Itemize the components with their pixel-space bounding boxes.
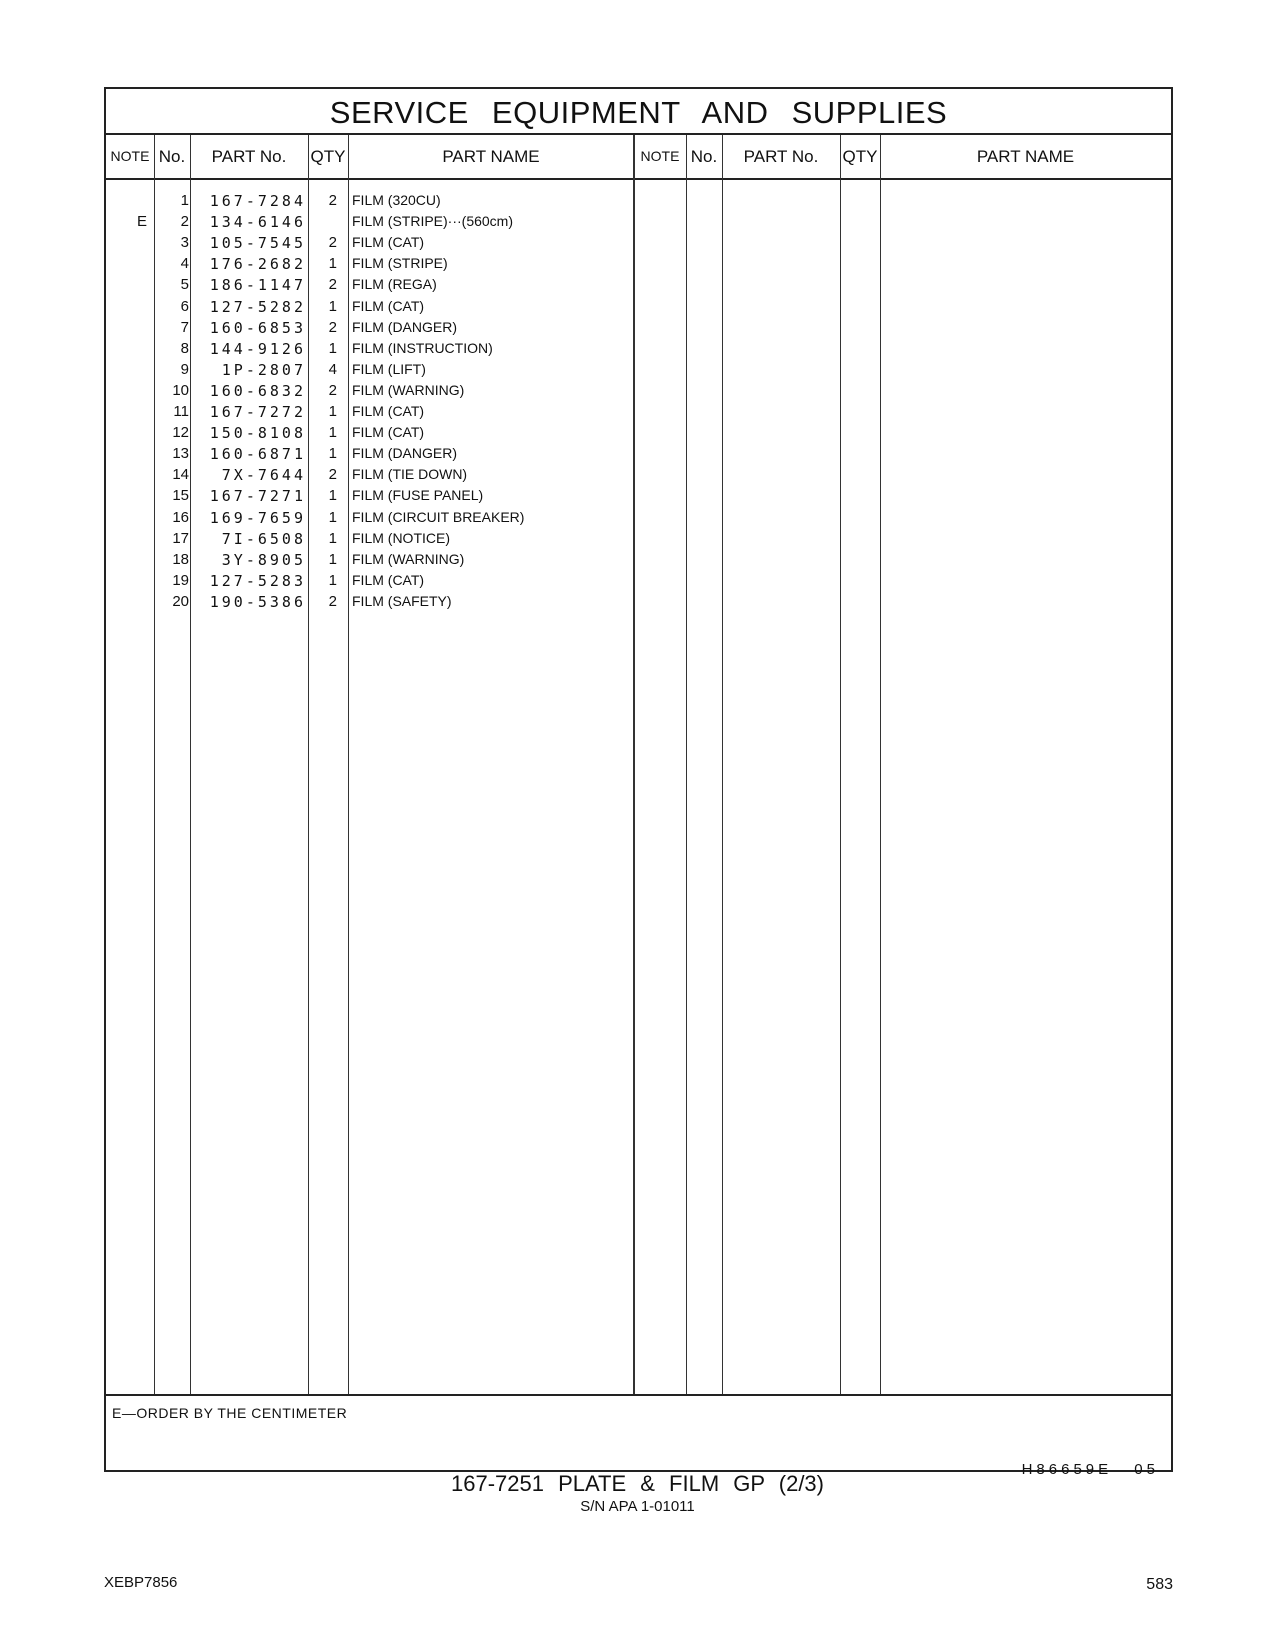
header-no-right: No. [690, 147, 718, 166]
table-row [106, 274, 666, 296]
row-quantity: 2 [328, 466, 337, 484]
page-number: 583 [1146, 1576, 1173, 1593]
table-row [106, 443, 666, 465]
table-row [106, 464, 666, 486]
publication-code: XEBP7856 [104, 1574, 178, 1591]
row-part-number: 176-2682 [209, 255, 306, 274]
header-note-left: NOTE [110, 148, 150, 164]
row-part-name: FILM (INSTRUCTION) [352, 339, 493, 356]
page-title: SERVICE EQUIPMENT AND SUPPLIES [106, 89, 1171, 135]
row-part-name: FILM (TIE DOWN) [352, 466, 468, 483]
row-part-name: FILM (REGA) [352, 276, 437, 293]
table-row [106, 422, 666, 444]
row-number: 10 [172, 381, 189, 399]
table-row [106, 485, 666, 507]
header-part-name-left: PART NAME [442, 147, 540, 166]
row-part-name: FILM (CAT) [352, 234, 425, 251]
row-part-name: FILM (CAT) [352, 571, 425, 588]
row-part-name: FILM (NOTICE) [352, 529, 450, 546]
row-part-name: FILM (CAT) [352, 424, 425, 441]
row-part-name: FILM (WARNING) [352, 381, 465, 398]
row-part-name: FILM (LIFT) [352, 360, 426, 377]
footnote: E—ORDER BY THE CENTIMETER [112, 1405, 348, 1421]
row-number: 8 [180, 339, 189, 357]
row-part-number: 169-7659 [209, 508, 306, 527]
row-number: 6 [180, 297, 189, 315]
row-part-number: 127-5283 [209, 571, 306, 590]
row-number: 15 [172, 487, 189, 505]
row-number: 5 [180, 276, 189, 294]
group-caption: 167-7251 PLATE & FILM GP (2/3) [450, 1471, 824, 1496]
row-number: 9 [180, 360, 189, 378]
table-row [106, 401, 666, 423]
row-number: 16 [172, 508, 189, 526]
row-quantity: 1 [328, 424, 337, 442]
row-quantity: 2 [328, 381, 337, 399]
row-part-number: 167-7272 [209, 403, 306, 421]
table-row [106, 507, 666, 529]
table-row [106, 570, 666, 592]
table-row [106, 317, 666, 339]
table-row [106, 232, 666, 254]
row-quantity: 1 [328, 445, 337, 463]
table-row [106, 211, 666, 233]
row-quantity: 1 [328, 297, 337, 315]
row-part-number: 134-6146 [209, 213, 306, 232]
row-part-number: 190-5386 [209, 592, 306, 611]
table-row [106, 591, 666, 613]
table-row [106, 380, 666, 402]
row-part-number: 167-7284 [209, 192, 306, 210]
row-number: 1 [180, 192, 189, 209]
header-no-left: No. [158, 147, 186, 166]
row-quantity: 1 [328, 571, 337, 589]
row-part-name: FILM (CAT) [352, 297, 425, 314]
table-row [106, 528, 666, 550]
row-quantity: 1 [328, 508, 337, 526]
row-quantity: 1 [328, 255, 337, 273]
row-part-number: 160-6853 [209, 318, 306, 337]
table-row [106, 549, 666, 571]
row-part-number: 3Y-8905 [221, 550, 306, 569]
row-quantity: 2 [328, 276, 337, 294]
header-part-no-left: PART No. [211, 147, 287, 166]
row-number: 14 [172, 466, 189, 484]
footer-divider [106, 1394, 1171, 1396]
row-part-number: 160-6871 [209, 445, 306, 464]
row-part-name: FILM (320CU) [352, 192, 441, 208]
document-code: H86659E 05 [1021, 1461, 1159, 1478]
row-part-number: 7X-7644 [221, 466, 306, 485]
row-part-number: 127-5282 [209, 297, 306, 316]
header-part-name-right: PART NAME [976, 147, 1075, 166]
table-row [106, 296, 666, 318]
row-number: 18 [172, 550, 189, 568]
row-number: 20 [172, 592, 189, 610]
row-quantity: 2 [328, 318, 337, 336]
row-part-name: FILM (STRIPE)···(560cm) [352, 213, 513, 230]
row-part-name: FILM (CIRCUIT BREAKER) [352, 508, 525, 525]
header-qty-right: QTY [842, 147, 878, 166]
row-number: 4 [180, 255, 189, 273]
row-number: 12 [172, 424, 189, 442]
row-part-name: FILM (SAFETY) [352, 592, 452, 609]
table-row [106, 253, 666, 275]
row-part-name: FILM (FUSE PANEL) [352, 487, 484, 504]
serial-number: S/N APA 1-01011 [580, 1498, 695, 1515]
row-number: 17 [172, 529, 189, 547]
row-number: 19 [172, 571, 189, 589]
row-part-number: 150-8108 [209, 424, 306, 443]
row-part-name: FILM (CAT) [352, 403, 425, 419]
row-part-number: 1P-2807 [221, 360, 306, 379]
row-part-number: 105-7545 [209, 234, 306, 253]
row-part-number: 144-9126 [209, 339, 306, 358]
row-quantity: 1 [328, 403, 337, 420]
table-row [106, 338, 666, 360]
row-part-number: 160-6832 [209, 381, 306, 400]
row-part-name: FILM (DANGER) [352, 445, 457, 462]
row-quantity: 2 [328, 192, 337, 209]
row-part-name: FILM (WARNING) [352, 550, 465, 567]
header-part-no-right: PART No. [743, 147, 819, 166]
table-row [106, 190, 666, 212]
row-number: 13 [172, 445, 189, 463]
row-note: E [136, 213, 147, 231]
row-number: 2 [180, 213, 189, 231]
row-part-number: 186-1147 [209, 276, 306, 295]
row-number: 7 [180, 318, 189, 336]
header-note-right: NOTE [640, 148, 680, 164]
row-part-number: 7I-6508 [221, 529, 306, 548]
header-qty-left: QTY [310, 147, 346, 166]
row-quantity: 1 [328, 339, 337, 357]
table-header [106, 135, 1171, 180]
row-quantity: 2 [328, 592, 337, 610]
row-part-number: 167-7271 [209, 487, 306, 506]
row-quantity: 4 [328, 360, 337, 378]
row-quantity: 1 [328, 487, 337, 505]
parts-list [106, 180, 1171, 1483]
parts-table-frame [104, 87, 1173, 1478]
row-quantity: 2 [328, 234, 337, 252]
row-number: 3 [180, 234, 189, 252]
table-row [106, 359, 666, 381]
row-quantity: 1 [328, 550, 337, 568]
row-number: 11 [173, 403, 189, 420]
row-quantity: 1 [328, 529, 337, 547]
row-part-name: FILM (STRIPE) [352, 255, 448, 272]
row-part-name: FILM (DANGER) [352, 318, 457, 335]
